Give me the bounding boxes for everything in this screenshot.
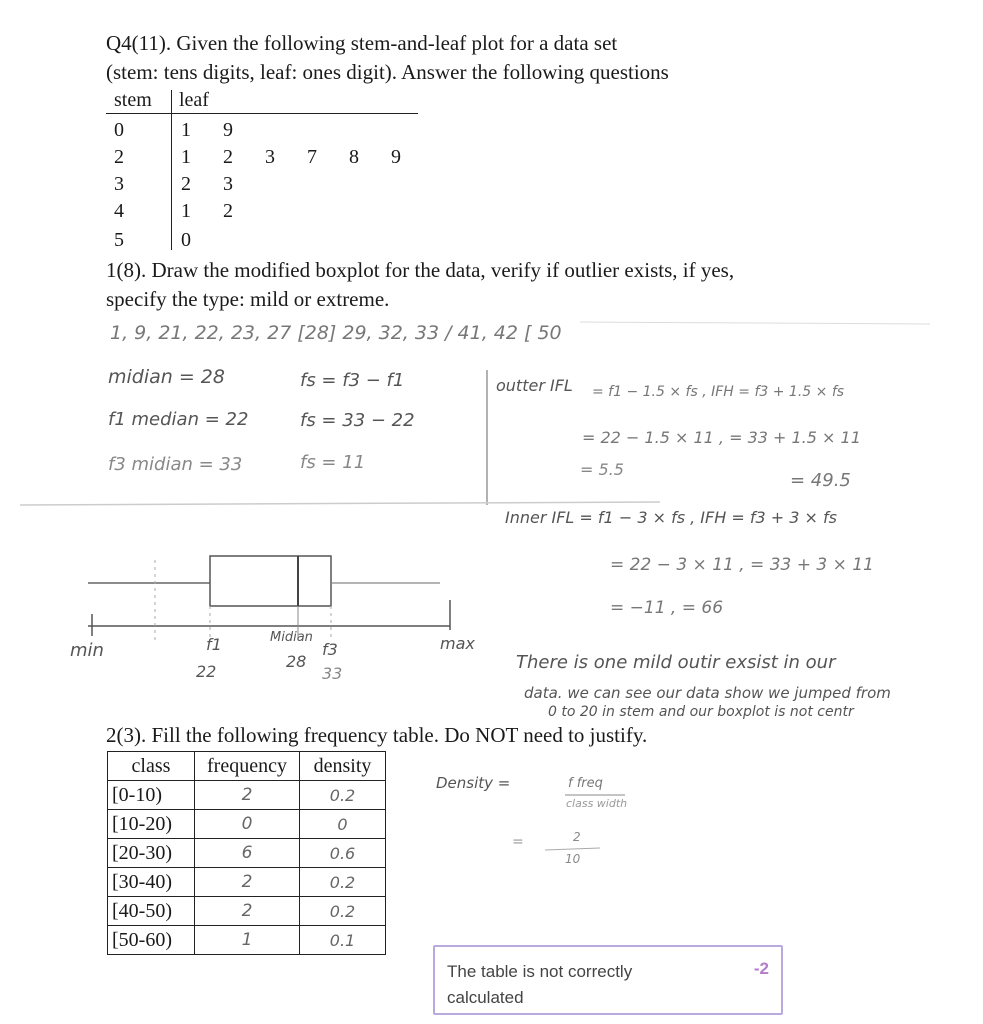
hand-sorted-data: 1, 9, 21, 22, 23, 27 [28] 29, 32, 33 / 41, 42 [ 50 xyxy=(110,322,562,344)
leaf-value: 7 xyxy=(307,146,317,168)
hand-underline xyxy=(580,322,930,324)
frequency-table-header-row xyxy=(108,752,386,781)
stem-value: 3 xyxy=(114,173,124,195)
leaf-value: 8 xyxy=(349,146,359,168)
frequency-cell: 2 xyxy=(195,868,300,897)
axis-label-33: 33 xyxy=(322,664,343,683)
leaf-value: 3 xyxy=(265,146,275,168)
frequency-table-row xyxy=(108,897,386,926)
leaf-value: 2 xyxy=(223,146,233,168)
frequency-cell: 2 xyxy=(195,781,300,810)
class-cell: [20-30) xyxy=(108,839,195,868)
class-cell: [10-20) xyxy=(108,810,195,839)
class-cell: [30-40) xyxy=(108,868,195,897)
part2-text: 2(3). Fill the following frequency table. Do NOT need to justify. xyxy=(106,723,648,747)
boxplot-box xyxy=(210,556,331,606)
hand-note-line-1: There is one mild outir exsist in our xyxy=(516,652,836,673)
header-class: class xyxy=(108,752,195,781)
class-cell: [50-60) xyxy=(108,926,195,955)
hand-outer-high: = 49.5 xyxy=(790,470,851,491)
question-line-2: (stem: tens digits, leaf: ones digit). Answer the following questions xyxy=(106,60,669,84)
frequency-table-row xyxy=(108,926,386,955)
density-cell: 0.2 xyxy=(300,897,386,926)
boxplot-sketch xyxy=(88,556,450,640)
hand-q1-median: f1 median = 22 xyxy=(108,409,249,430)
grader-comment-points: -2 xyxy=(753,959,769,978)
leaf-value: 1 xyxy=(181,146,191,168)
header-density: density xyxy=(300,752,386,781)
density-label: Density = xyxy=(436,774,511,792)
density-denominator: class width xyxy=(566,797,628,810)
leaf-value: 9 xyxy=(391,146,401,168)
hand-inner-sub: = 22 − 3 × 11 , = 33 + 3 × 11 xyxy=(610,555,874,575)
class-cell: [40-50) xyxy=(108,897,195,926)
density-cell: 0.1 xyxy=(300,926,386,955)
frequency-table-row xyxy=(108,810,386,839)
leaf-value: 1 xyxy=(181,119,191,141)
hand-outer-low: = 5.5 xyxy=(580,460,624,479)
hand-fs-formula: fs = f3 − f1 xyxy=(300,370,405,391)
axis-label-f1: f1 xyxy=(206,635,222,654)
axis-label-22: 22 xyxy=(196,662,217,681)
axis-label-median: Midian xyxy=(270,630,313,645)
hand-median: midian = 28 xyxy=(108,366,225,388)
leaf-value: 1 xyxy=(181,200,191,222)
frequency-table-row xyxy=(108,868,386,897)
hand-note-line-3: 0 to 20 in stem and our boxplot is not centr xyxy=(548,704,854,720)
hand-outer-sub: = 22 − 1.5 × 11 , = 33 + 1.5 × 11 xyxy=(582,428,861,447)
part1-line-1: 1(8). Draw the modified boxplot for the data, verify if outlier exists, if yes, xyxy=(106,258,735,282)
leaf-value: 3 xyxy=(223,173,233,195)
frequency-table-row xyxy=(108,839,386,868)
leaf-value: 9 xyxy=(223,119,233,141)
frequency-cell: 0 xyxy=(195,810,300,839)
frequency-table-row xyxy=(108,781,386,810)
hand-outer-formula: = f1 − 1.5 × fs , IFH = f3 + 1.5 × fs xyxy=(592,384,845,400)
axis-label-min: min xyxy=(70,640,104,661)
hand-note-line-2: data. we can see our data show we jumped from xyxy=(524,684,891,702)
frequency-cell: 6 xyxy=(195,839,300,868)
stem-header: stem xyxy=(114,89,152,111)
stem-value: 4 xyxy=(114,200,124,222)
hand-inner-vals: = −11 , = 66 xyxy=(610,598,724,618)
leaf-value: 2 xyxy=(181,173,191,195)
hand-inner-formula: Inner IFL = f1 − 3 × fs , IFH = f3 + 3 × fs xyxy=(505,508,837,527)
hand-fs-val: fs = 11 xyxy=(300,452,366,473)
hand-q3-median: f3 midian = 33 xyxy=(108,454,243,475)
density-fraction-bar-2 xyxy=(545,848,600,850)
stem-value: 5 xyxy=(114,229,124,251)
leaf-header: leaf xyxy=(179,89,209,111)
hand-divider-horizontal xyxy=(20,502,660,505)
density-numerator: f freq xyxy=(568,776,603,791)
density-cell: 0 xyxy=(300,810,386,839)
axis-label-f3: f3 xyxy=(322,640,338,659)
hand-outer-label: outter IFL xyxy=(496,376,573,395)
frequency-cell: 1 xyxy=(195,926,300,955)
question-line-1: Q4(11). Given the following stem-and-leaf plot for a data set xyxy=(106,31,618,55)
density-cell: 0.2 xyxy=(300,781,386,810)
frequency-cell: 2 xyxy=(195,897,300,926)
frequency-table xyxy=(107,751,386,955)
part1-line-2: specify the type: mild or extreme. xyxy=(106,287,390,311)
density-denominator-2: 10 xyxy=(565,852,581,866)
stem-value: 2 xyxy=(114,146,124,168)
stem-value: 0 xyxy=(114,119,124,141)
density-cell: 0.6 xyxy=(300,839,386,868)
header-frequency: frequency xyxy=(195,752,300,781)
grader-comment-text: The table is not correctly calculated xyxy=(447,962,633,1007)
leaf-value: 0 xyxy=(181,229,191,251)
axis-label-max: max xyxy=(440,634,475,653)
density-equals: = xyxy=(512,834,524,850)
grader-comment[interactable] xyxy=(433,945,783,1015)
leaf-value: 2 xyxy=(223,200,233,222)
class-cell: [0-10) xyxy=(108,781,195,810)
density-cell: 0.2 xyxy=(300,868,386,897)
hand-fs-sub: fs = 33 − 22 xyxy=(300,410,415,431)
axis-label-28: 28 xyxy=(286,652,307,671)
density-numerator-2: 2 xyxy=(573,830,581,844)
